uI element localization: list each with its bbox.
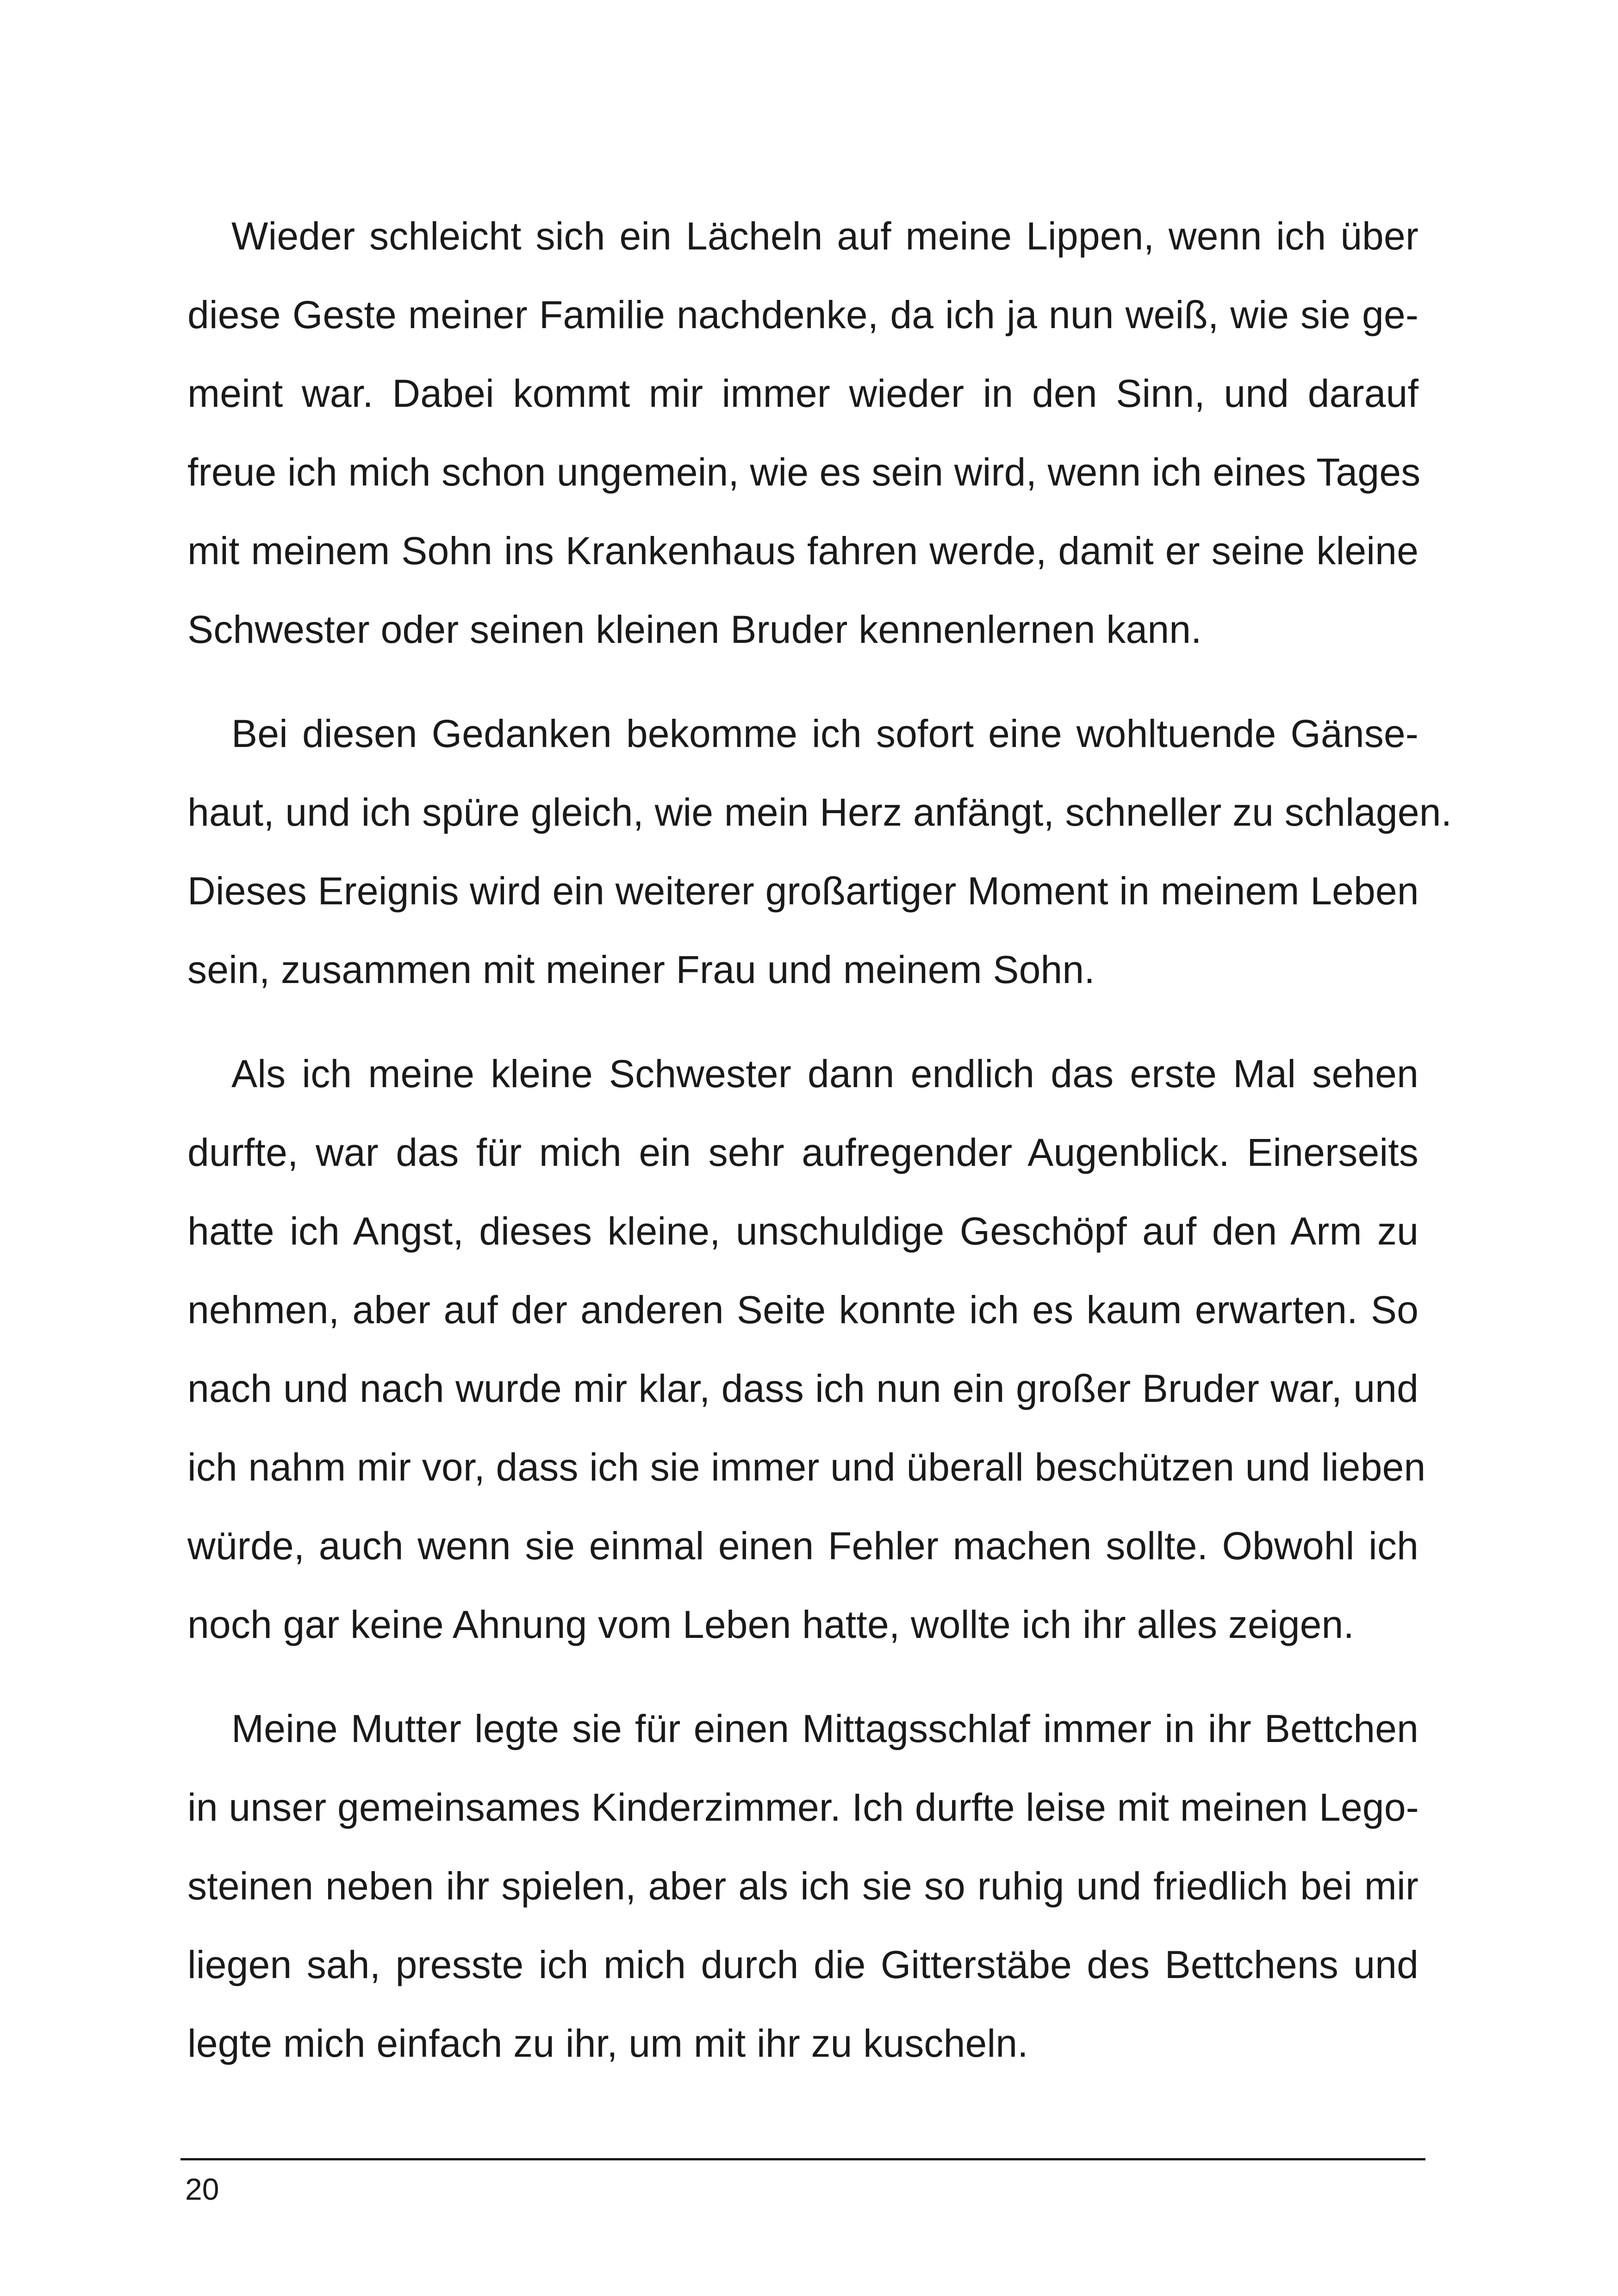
text-line: meint war. Dabei kommt mir immer wieder in den Sinn, und darauf (187, 372, 1419, 415)
text-line: Wieder schleicht sich ein Lächeln auf meine Lippen, wenn ich über (231, 214, 1419, 258)
body-text (187, 197, 1452, 2108)
text-line: nehmen, aber auf der anderen Seite konnte ich es kaum erwarten. So (187, 1288, 1419, 1332)
paragraph-4 (187, 1689, 1419, 2083)
page-number: 20 (185, 2172, 219, 2206)
text-line: durfte, war das für mich ein sehr aufregender Augenblick. Einerseits (187, 1131, 1419, 1174)
text-line: nach und nach wurde mir klar, dass ich nun ein großer Bruder war, und (187, 1367, 1419, 1410)
paragraph-2 (187, 694, 1452, 1009)
text-line: diese Geste meiner Familie nachdenke, da ich ja nun weiß, wie sie ge- (187, 293, 1419, 336)
text-line: würde, auch wenn sie einmal einen Fehler machen sollte. Obwohl ich (187, 1524, 1419, 1568)
paragraph-1 (187, 197, 1419, 669)
text-line: mit meinem Sohn ins Krankenhaus fahren werde, damit er seine kleine (187, 529, 1419, 572)
paragraph-3 (187, 1034, 1426, 1664)
footer-divider (180, 2158, 1425, 2160)
text-line: freue ich mich schon ungemein, wie es sein wird, wenn ich eines Tages (187, 450, 1421, 494)
text-line: sein, zusammen mit meiner Frau und meinem Sohn. (187, 948, 1095, 991)
text-line: in unser gemeinsames Kinderzimmer. Ich durfte leise mit meinen Lego- (187, 1786, 1419, 1829)
text-line: Meine Mutter legte sie für einen Mittagsschlaf immer in ihr Bettchen (231, 1707, 1419, 1750)
text-line: Dieses Ereignis wird ein weiterer großartiger Moment in meinem Leben (187, 869, 1419, 913)
text-line: Schwester oder seinen kleinen Bruder kennenlernen kann. (187, 608, 1202, 651)
text-line: legte mich einfach zu ihr, um mit ihr zu kuscheln. (187, 2022, 1028, 2065)
text-line: noch gar keine Ahnung vom Leben hatte, wollte ich ihr alles zeigen. (187, 1603, 1355, 1646)
text-line: hatte ich Angst, dieses kleine, unschuldige Geschöpf auf den Arm zu (187, 1209, 1419, 1253)
text-line: Als ich meine kleine Schwester dann endlich das erste Mal sehen (231, 1052, 1419, 1095)
text-line: steinen neben ihr spielen, aber als ich sie so ruhig und friedlich bei mir (187, 1864, 1419, 1908)
text-line: liegen sah, presste ich mich durch die Gitterstäbe des Bettchens und (187, 1943, 1419, 1986)
text-line: ich nahm mir vor, dass ich sie immer und überall beschützen und lieben (187, 1445, 1426, 1489)
text-line: Bei diesen Gedanken bekomme ich sofort eine wohltuende Gänse- (231, 712, 1419, 755)
text-line: haut, und ich spüre gleich, wie mein Herz anfängt, schneller zu schlagen. (187, 790, 1452, 834)
